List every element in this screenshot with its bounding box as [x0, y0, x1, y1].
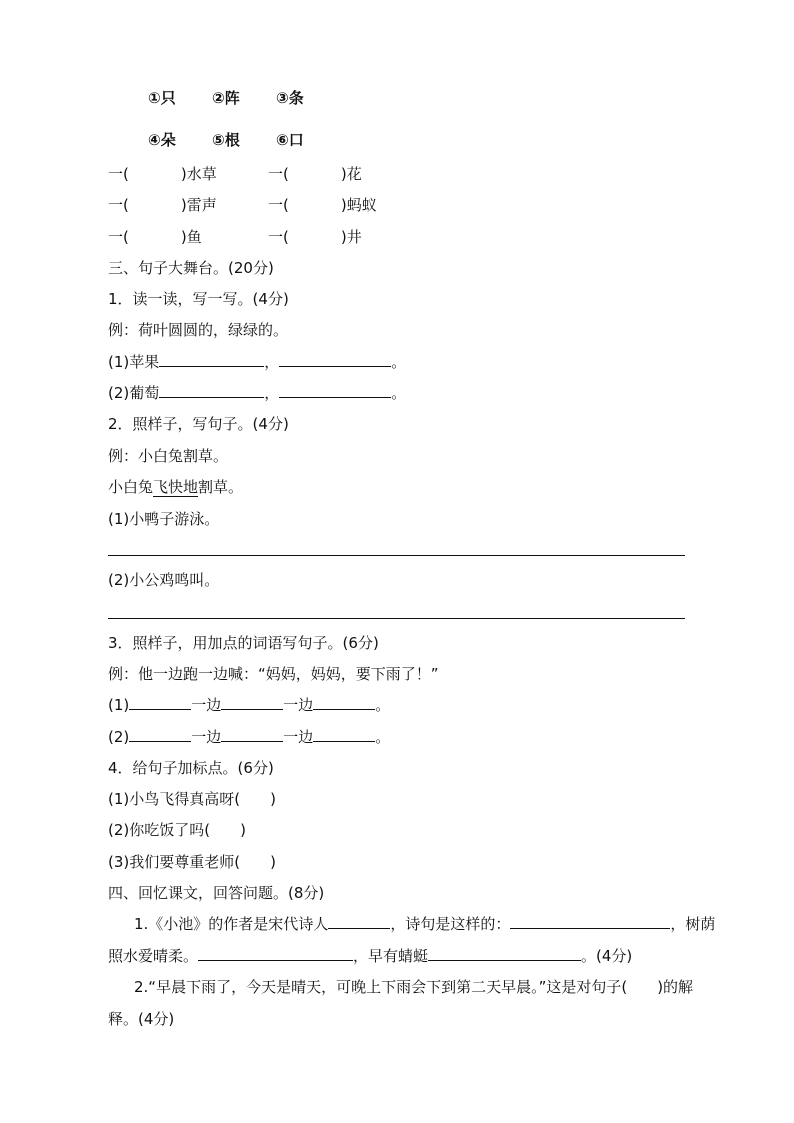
q2-item-2: (2)小公鸡鸣叫。: [108, 571, 220, 589]
match-prefix: 一(: [108, 165, 129, 183]
answer-blank[interactable]: [159, 352, 264, 367]
s4-q2-line-2: 释。(4分): [108, 1010, 175, 1028]
answer-blank[interactable]: [313, 695, 375, 710]
s4-q1-line-2: [108, 946, 632, 966]
comma: ，: [264, 384, 280, 402]
section-4-title: 四、回忆课文，回答问题。(8分): [108, 884, 325, 902]
answer-blank[interactable]: [129, 727, 191, 742]
comma: ，: [264, 353, 280, 371]
q1-item-2: [108, 383, 406, 403]
answer-blank[interactable]: [279, 352, 391, 367]
match-word: )雷声: [180, 196, 217, 214]
answer-blank[interactable]: [159, 383, 264, 398]
match-word: )鱼: [180, 228, 202, 246]
match-prefix: 一(: [268, 165, 289, 183]
match-row-3-right: [268, 227, 362, 247]
match-word: )水草: [180, 165, 217, 183]
match-word: )蚂蚁: [340, 196, 377, 214]
section-3-title: 三、句子大舞台。(20分): [108, 259, 274, 277]
option-6: ⑥口: [276, 131, 304, 149]
q2-item-1: (1)小鸭子游泳。: [108, 510, 220, 528]
answer-line[interactable]: [108, 555, 685, 556]
match-prefix: 一(: [108, 196, 129, 214]
item-label: (1): [108, 696, 130, 714]
item-label: (1)苹果: [108, 353, 160, 371]
match-row-1-left: [108, 164, 217, 184]
answer-blank[interactable]: [279, 383, 391, 398]
match-prefix: 一(: [268, 196, 289, 214]
q1-item-1: [108, 352, 406, 372]
answer-blank[interactable]: [313, 727, 375, 742]
match-row-2-left: [108, 195, 217, 215]
question-text: ，诗句是这样的：: [390, 915, 511, 933]
q4-item-1: (1)小鸟飞得真高呀( ): [108, 790, 276, 808]
q4-item-2: (2)你吃饭了吗( ): [108, 821, 246, 839]
q3-item-1: [108, 695, 390, 715]
match-row-2-right: [268, 195, 377, 215]
phrase-yibian: 一边: [283, 728, 314, 746]
q3-example: 例：他一边跑一边喊：“妈妈，妈妈，要下雨了！”: [108, 665, 439, 683]
option-4: ④朵: [148, 131, 176, 149]
option-3: ③条: [276, 89, 304, 107]
q4-item-3: (3)我们要尊重老师( ): [108, 853, 276, 871]
answer-blank[interactable]: [129, 695, 191, 710]
q3-item-2: [108, 727, 390, 747]
question-text: 。(4分): [581, 947, 633, 965]
q1-title: 1．读一读，写一写。(4分): [108, 290, 289, 308]
option-1: ①只: [148, 89, 176, 107]
match-word: )井: [340, 228, 362, 246]
answer-blank[interactable]: [221, 695, 283, 710]
answer-blank[interactable]: [198, 946, 353, 961]
period: 。: [391, 353, 407, 371]
question-text: 照水爱晴柔。: [108, 947, 199, 965]
question-text: ，早有蜻蜓: [353, 947, 429, 965]
q2-title: 2．照样子，写句子。(4分): [108, 415, 289, 433]
q4-title: 4．给句子加标点。(6分): [108, 759, 274, 777]
phrase-yibian: 一边: [283, 696, 314, 714]
q2-example: 例：小白兔割草。: [108, 447, 229, 465]
phrase-yibian: 一边: [191, 728, 222, 746]
period: 。: [375, 696, 391, 714]
question-text: ，树荫: [670, 915, 716, 933]
item-label: (2): [108, 728, 130, 746]
q1-example: 例：荷叶圆圆的，绿绿的。: [108, 321, 289, 339]
s4-q2-line-1: 2.“早晨下雨了，今天是晴天，可晚上下雨会下到第二天早晨。”这是对句子( )的解: [134, 978, 694, 996]
answer-blank[interactable]: [328, 914, 390, 929]
match-row-3-left: [108, 227, 202, 247]
answer-blank[interactable]: [221, 727, 283, 742]
period: 。: [391, 384, 407, 402]
question-text: 1.《小池》的作者是宋代诗人: [134, 915, 329, 933]
s4-q1-line-1: [134, 914, 715, 934]
example-text: 小白兔: [108, 478, 154, 496]
match-row-1-right: [268, 164, 362, 184]
option-2: ②阵: [212, 89, 240, 107]
answer-blank[interactable]: [428, 946, 581, 961]
example-text: 割草。: [198, 478, 244, 496]
option-5: ⑤根: [212, 131, 240, 149]
item-label: (2)葡萄: [108, 384, 160, 402]
underlined-example-word: 飞快地: [153, 478, 199, 496]
q3-title: 3．照样子，用加点的词语写句子。(6分): [108, 634, 379, 652]
match-word: )花: [340, 165, 362, 183]
answer-blank[interactable]: [510, 914, 670, 929]
q2-example-2: [108, 477, 243, 497]
match-prefix: 一(: [108, 228, 129, 246]
match-prefix: 一(: [268, 228, 289, 246]
answer-line[interactable]: [108, 618, 685, 619]
period: 。: [375, 728, 391, 746]
phrase-yibian: 一边: [191, 696, 222, 714]
